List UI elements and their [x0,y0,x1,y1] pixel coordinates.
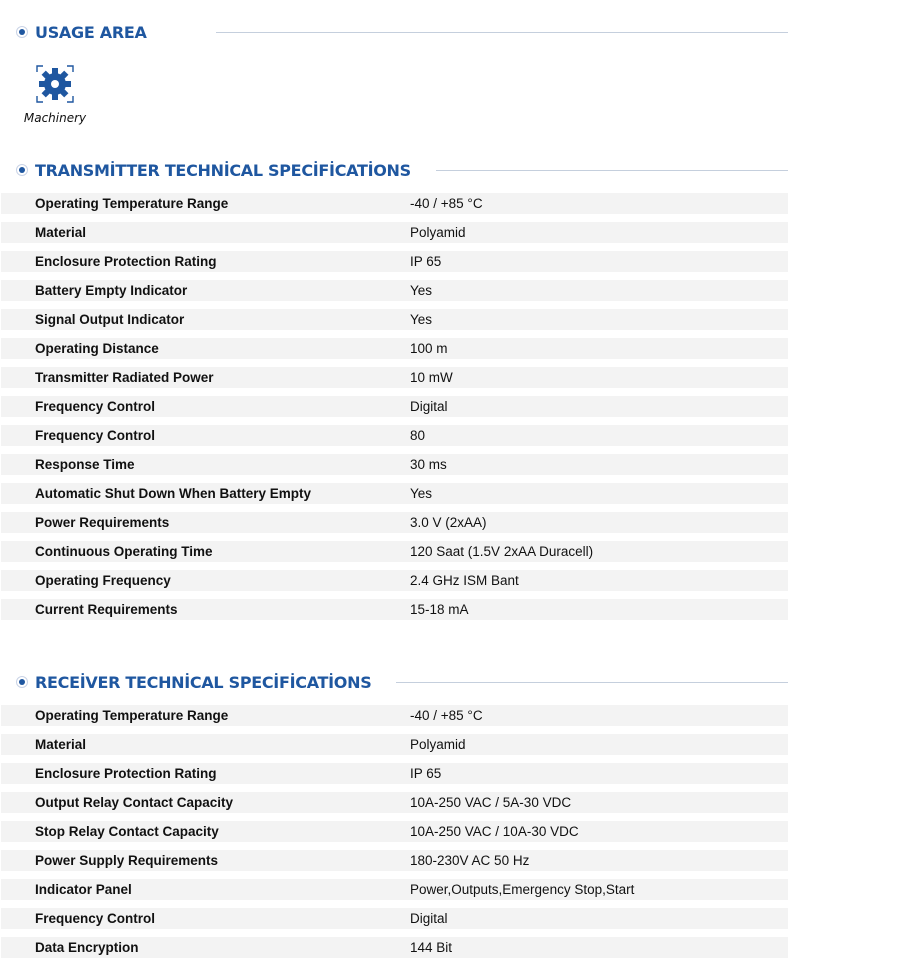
spec-value: Digital [410,399,448,414]
spec-label: Material [35,737,87,752]
spec-value: 80 [410,428,426,443]
gear-icon [33,62,77,106]
spec-value: Power,Outputs,Emergency Stop,Start [410,882,635,897]
spec-label: Power Supply Requirements [35,853,219,868]
table-row [1,821,788,842]
spec-label: Current Requirements [35,602,178,617]
table-row [1,193,788,214]
spec-value: 120 Saat (1.5V 2xAA Duracell) [410,544,594,559]
spec-value: Yes [410,486,433,501]
spec-label: Continuous Operating Time [35,544,213,559]
table-row [1,850,788,871]
receiver-specs-title: RECEİVER TECHNİCAL SPECİFİCATİONS [35,672,372,692]
table-row [1,367,788,388]
bullet-icon [16,26,28,38]
spec-value: 10 mW [410,370,453,385]
spec-label: Enclosure Protection Rating [35,766,217,781]
table-row [1,222,788,243]
spec-label: Power Requirements [35,515,170,530]
table-row [1,599,788,620]
spec-value: Digital [410,911,448,926]
spec-value: IP 65 [410,766,442,781]
spec-label: Material [35,225,87,240]
spec-label: Output Relay Contact Capacity [35,795,234,810]
spec-label: Automatic Shut Down When Battery Empty [35,486,312,501]
spec-value: 2.4 GHz ISM Bant [410,573,519,588]
spec-label: Signal Output Indicator [35,312,185,327]
bullet-icon [16,164,28,176]
spec-value: 10A-250 VAC / 5A-30 VDC [410,795,572,810]
table-row [1,396,788,417]
spec-label: Operating Frequency [35,573,171,588]
spec-value: 10A-250 VAC / 10A-30 VDC [410,824,579,839]
spec-value: 30 ms [410,457,447,472]
spec-value: -40 / +85 °C [410,708,483,723]
spec-value: IP 65 [410,254,442,269]
spec-label: Transmitter Radiated Power [35,370,214,385]
spec-value: 180-230V AC 50 Hz [410,853,530,868]
spec-label: Stop Relay Contact Capacity [35,824,219,839]
transmitter-specs-header [16,157,788,183]
spec-label: Frequency Control [35,428,156,443]
spec-value: 15-18 mA [410,602,469,617]
spec-value: Yes [410,283,433,298]
usage-area-title: USAGE AREA [35,22,147,42]
table-row [1,570,788,591]
table-row [1,454,788,475]
receiver-specs-header [16,669,788,695]
spec-label: Operating Temperature Range [35,708,229,723]
spec-label: Indicator Panel [35,882,132,897]
table-row [1,338,788,359]
spec-value: -40 / +85 °C [410,196,483,211]
table-row [1,705,788,726]
receiver-spec-table [1,705,788,966]
table-row [1,763,788,784]
spec-value: 144 Bit [410,940,453,955]
usage-item-label: Machinery [23,111,87,125]
bullet-icon [16,676,28,688]
table-row [1,541,788,562]
table-row [1,425,788,446]
spec-label: Frequency Control [35,911,156,926]
usage-area-header [16,19,788,45]
header-rule [396,682,788,683]
spec-value: Yes [410,312,433,327]
table-row [1,280,788,301]
table-row [1,734,788,755]
spec-label: Enclosure Protection Rating [35,254,217,269]
table-row [1,937,788,958]
spec-label: Operating Distance [35,341,159,356]
spec-label: Response Time [35,457,135,472]
spec-label: Data Encryption [35,940,139,955]
usage-item-machinery [18,62,92,125]
table-row [1,908,788,929]
table-row [1,483,788,504]
header-rule [436,170,788,171]
table-row [1,879,788,900]
spec-value: Polyamid [410,225,466,240]
header-rule [216,32,788,33]
transmitter-spec-table [1,193,788,628]
table-row [1,512,788,533]
spec-label: Frequency Control [35,399,156,414]
spec-label: Battery Empty Indicator [35,283,188,298]
spec-value: 100 m [410,341,448,356]
table-row [1,792,788,813]
table-row [1,309,788,330]
spec-value: 3.0 V (2xAA) [410,515,487,530]
spec-value: Polyamid [410,737,466,752]
spec-label: Operating Temperature Range [35,196,229,211]
transmitter-specs-title: TRANSMİTTER TECHNİCAL SPECİFİCATİONS [35,160,411,180]
table-row [1,251,788,272]
